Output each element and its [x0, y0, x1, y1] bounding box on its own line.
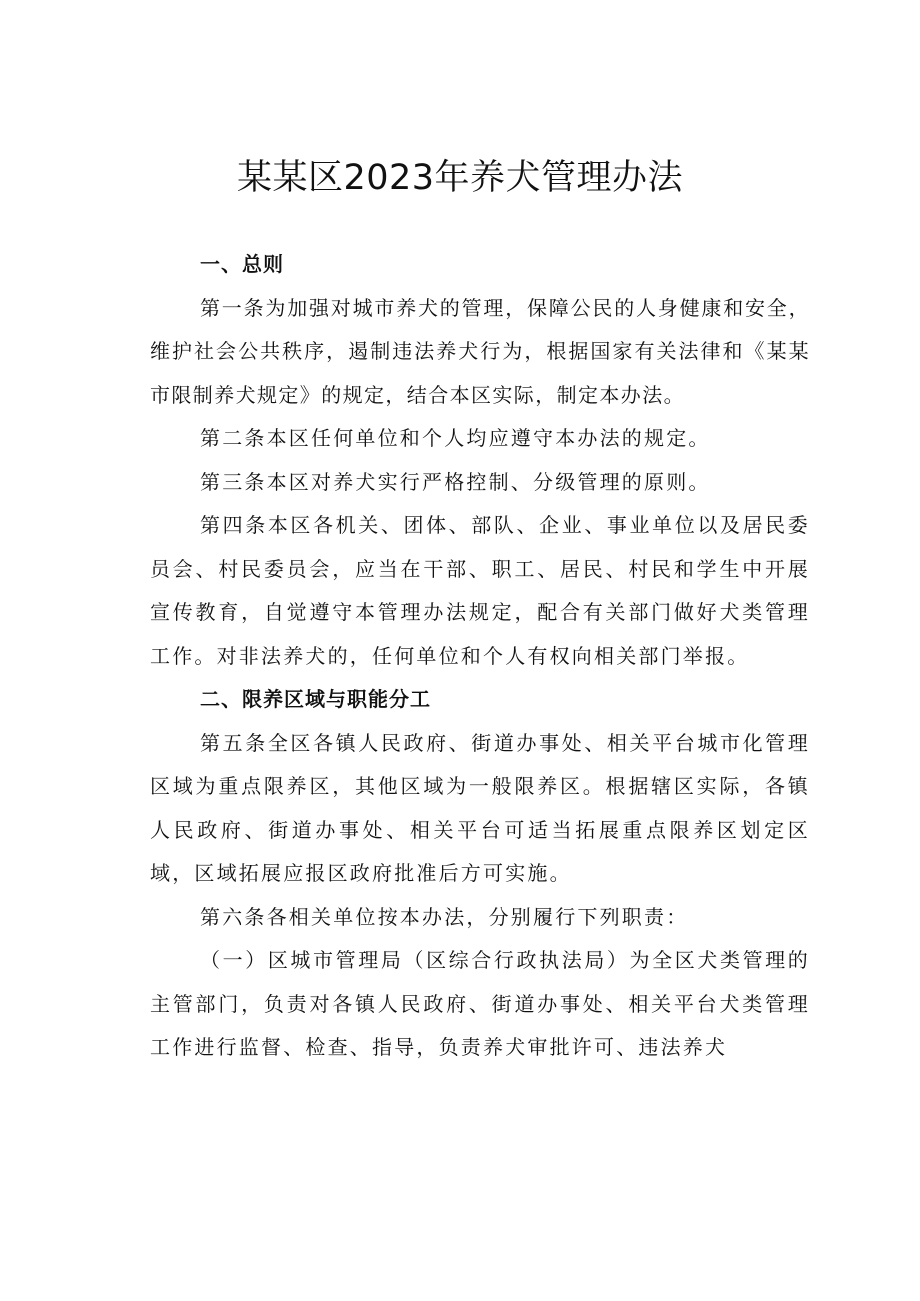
section-heading-zones: 二、限养区域与职能分工 [200, 687, 431, 711]
article-6-paragraph: 第六条各相关单位按本办法，分别履行下列职责： [200, 904, 689, 929]
article-4-paragraph: 第四条本区各机关、团体、部队、企业、事业单位以及居民委员会、村民委员会，应当在干部、职工、居民、村民和学生中开展宣传教育，自觉遵守本管理办法规定，配合有关部门做好犬类管理工作。对非法养犬的，任何单位和个人有权向相关部门举报。 [150, 513, 810, 668]
document-body [150, 243, 810, 1070]
article-6-item-1-paragraph: （一）区城市管理局（区综合行政执法局）为全区犬类管理的主管部门，负责对各镇人民政府、街道办事处、相关平台犬类管理工作进行监督、检查、指导，负责养犬审批许可、违法养犬 [150, 948, 810, 1059]
section-heading-general: 一、总则 [200, 252, 284, 276]
article-2-paragraph: 第二条本区任何单位和个人均应遵守本办法的规定。 [200, 426, 711, 450]
article-1-paragraph: 第一条为加强对城市养犬的管理，保障公民的人身健康和安全，维护社会公共秩序，遏制违法养犬行为，根据国家有关法律和《某某市限制养犬规定》的规定，结合本区实际，制定本办法。 [150, 295, 810, 407]
article-3-paragraph: 第三条本区对养犬实行严格控制、分级管理的原则。 [200, 469, 711, 494]
document-title: 某某区2023年养犬管理办法 [236, 158, 684, 198]
article-5-paragraph: 第五条全区各镇人民政府、街道办事处、相关平台城市化管理区域为重点限养区，其他区域为一般限养区。根据辖区实际，各镇人民政府、街道办事处、相关平台可适当拓展重点限养区划定区域，区域拓展应报区政府批准后方可实施。 [150, 730, 810, 885]
